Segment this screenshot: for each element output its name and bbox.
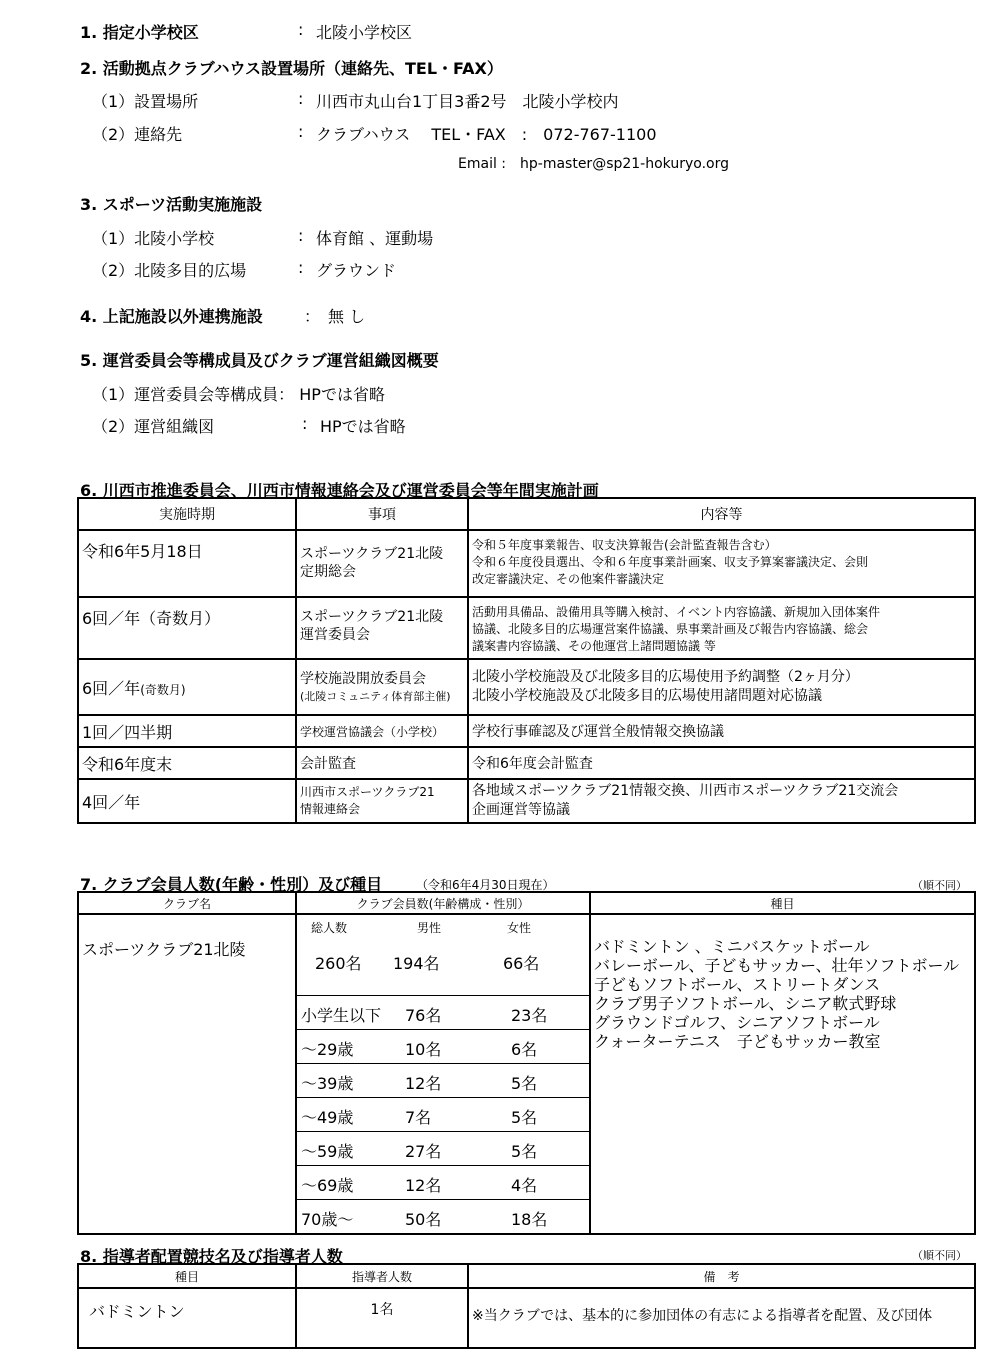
sport-line: バドミントン 、ミニバスケットボール bbox=[594, 937, 870, 956]
section3-item1-colon: : bbox=[298, 226, 304, 245]
header-item: 事項 bbox=[296, 498, 468, 530]
row-content: 活動用具備品、設備用具等購入検討、イベント内容協議、新規加入団体案件 協議、北陵多目的広場運営案件協議、県事業計画及び報告内容協議、総会 議案書内容協議、その他運営上諸問題協議 等 bbox=[468, 597, 975, 659]
row-item: 学校運営協議会（小学校） bbox=[296, 715, 468, 747]
row-item: スポーツクラブ21北陵 定期総会 bbox=[296, 530, 468, 597]
section5-item1: （1）運営委員会等構成員： HPでは省略 bbox=[92, 385, 385, 404]
age-label: ～69歳 bbox=[301, 1176, 354, 1195]
sport-line: クォーターテニス 子どもサッカー教室 bbox=[594, 1032, 881, 1051]
coaches-table bbox=[77, 1263, 976, 1349]
age-label: ～49歳 bbox=[301, 1108, 354, 1127]
male-count: 194名 bbox=[393, 954, 440, 973]
age-row bbox=[297, 1200, 589, 1233]
members-header-row bbox=[78, 892, 975, 914]
section3-item2-value: グラウンド bbox=[316, 261, 397, 280]
sport-line: クラブ男子ソフトボール、シニア軟式野球 bbox=[594, 994, 897, 1013]
row-content: 令和５年度事業報告、収支決算報告(会計監査報告含む） 令和６年度役員選出、令和６年度事業計画案、収支予算案審議決定、会則 改定審議決定、その他案件審議決定 bbox=[468, 530, 975, 597]
age-male: 76名 bbox=[405, 1006, 442, 1025]
totals-block bbox=[297, 915, 589, 996]
row-item: 川西市スポーツクラブ21 情報連絡会 bbox=[296, 779, 468, 823]
schedule-row bbox=[78, 747, 975, 779]
sport-line: バレーボール、子どもサッカー、壮年ソフトボール bbox=[594, 956, 960, 975]
age-female: 6名 bbox=[511, 1040, 538, 1059]
sport-line: グラウンドゴルフ、シニアソフトボール bbox=[594, 1013, 880, 1032]
age-row bbox=[297, 1166, 589, 1200]
sport-line: 子どもソフトボール、ストリートダンス bbox=[594, 975, 881, 994]
section2-item2-value: クラブハウス TEL・FAX : 072-767-1100 bbox=[316, 125, 657, 144]
age-female: 5名 bbox=[511, 1074, 538, 1093]
section2-item2-colon: : bbox=[298, 122, 304, 141]
age-row bbox=[297, 1132, 589, 1166]
section5-item2-colon: : bbox=[302, 414, 308, 433]
schedule-row bbox=[78, 597, 975, 659]
schedule-row bbox=[78, 779, 975, 823]
row-when: 4回／年 bbox=[78, 779, 296, 823]
age-label: ～59歳 bbox=[301, 1142, 354, 1161]
header-count: 指導者人数 bbox=[296, 1264, 468, 1288]
section1-colon: : bbox=[298, 20, 304, 39]
schedule-row bbox=[78, 530, 975, 597]
row-when: 令和6年度末 bbox=[78, 747, 296, 779]
section3-title: 3. スポーツ活動実施施設 bbox=[80, 195, 263, 214]
coach-remark: ※当クラブでは、基本的に参加団体の有志による指導者を配置、及び団体 bbox=[468, 1288, 975, 1348]
female-label: 女性 bbox=[507, 921, 532, 935]
age-male: 50名 bbox=[405, 1210, 442, 1229]
header-when: 実施時期 bbox=[78, 498, 296, 530]
section3-item1-label: （1）北陵小学校 bbox=[92, 229, 215, 248]
section4-value: ： 無 し bbox=[304, 307, 366, 326]
header-sport: 種目 bbox=[78, 1264, 296, 1288]
age-row bbox=[297, 996, 589, 1030]
section2-item1-value: 川西市丸山台1丁目3番2号 北陵小学校内 bbox=[316, 92, 619, 111]
section7-note: （順不同） bbox=[912, 879, 967, 892]
row-item: 学校施設開放委員会 (北陵コミュニティ体育部主催) bbox=[296, 659, 468, 715]
age-female: 5名 bbox=[511, 1142, 538, 1161]
age-label: 小学生以下 bbox=[301, 1006, 382, 1025]
section2-item1-colon: : bbox=[298, 89, 304, 108]
section3-item1-value: 体育館 、運動場 bbox=[316, 229, 434, 248]
row-when: 1回／四半期 bbox=[78, 715, 296, 747]
members-row bbox=[78, 914, 975, 1234]
section3-item2-colon: : bbox=[298, 258, 304, 277]
schedule-row bbox=[78, 659, 975, 715]
age-label: ～29歳 bbox=[301, 1040, 354, 1059]
age-male: 27名 bbox=[405, 1142, 442, 1161]
header-members: クラブ会員数(年齢構成・性別） bbox=[296, 892, 590, 914]
total-count: 260名 bbox=[315, 954, 362, 973]
row-content: 各地域スポーツクラブ21情報交換、川西市スポーツクラブ21交流会 企画運営等協議 bbox=[468, 779, 975, 823]
row-when: 令和6年5月18日 bbox=[78, 530, 296, 597]
section2-item1-label: （1）設置場所 bbox=[92, 92, 199, 111]
section4-title: 4. 上記施設以外連携施設 bbox=[80, 307, 263, 326]
coaches-row bbox=[78, 1288, 975, 1348]
age-male: 12名 bbox=[405, 1074, 442, 1093]
coach-count: 1名 bbox=[296, 1288, 468, 1348]
section5-title: 5. 運営委員会等構成員及びクラブ運営組織図概要 bbox=[80, 351, 439, 370]
section2-title: 2. 活動拠点クラブハウス設置場所（連絡先、TEL・FAX） bbox=[80, 59, 503, 78]
section6-title: 6. 川西市推進委員会、川西市情報連絡会及び運営委員会等年間実施計画 bbox=[80, 481, 599, 500]
age-male: 10名 bbox=[405, 1040, 442, 1059]
schedule-table bbox=[77, 497, 976, 824]
row-item: スポーツクラブ21北陵 運営委員会 bbox=[296, 597, 468, 659]
section7-title: 7. クラブ会員人数(年齢・性別）及び種目 bbox=[80, 875, 383, 894]
age-female: 5名 bbox=[511, 1108, 538, 1127]
section5-item2-label: （2）運営組織図 bbox=[92, 417, 215, 436]
age-female: 23名 bbox=[511, 1006, 548, 1025]
total-label: 総人数 bbox=[311, 921, 348, 935]
age-female: 4名 bbox=[511, 1176, 538, 1195]
schedule-header-row bbox=[78, 498, 975, 530]
row-item: 会計監査 bbox=[296, 747, 468, 779]
section5-item2-value: HPでは省略 bbox=[320, 417, 406, 436]
section7-date: （令和6年4月30日現在） bbox=[416, 878, 555, 892]
section1-title: 1. 指定小学校区 bbox=[80, 23, 199, 42]
section2-item2-label: （2）連絡先 bbox=[92, 125, 183, 144]
age-row bbox=[297, 1064, 589, 1098]
age-male: 12名 bbox=[405, 1176, 442, 1195]
male-label: 男性 bbox=[417, 921, 442, 935]
header-content: 内容等 bbox=[468, 498, 975, 530]
female-count: 66名 bbox=[503, 954, 540, 973]
section1-value: 北陵小学校区 bbox=[316, 23, 413, 42]
row-content: 北陵小学校施設及び北陵多目的広場使用予約調整（2ヶ月分） 北陵小学校施設及び北陵多目的広場使用諸問題対応協議 bbox=[468, 659, 975, 715]
section8-note: （順不同） bbox=[912, 1249, 967, 1262]
age-female: 18名 bbox=[511, 1210, 548, 1229]
section2-email: Email : hp-master@sp21-hokuryo.org bbox=[458, 156, 729, 172]
row-content: 学校行事確認及び運営全般情報交換協議 bbox=[468, 715, 975, 747]
members-breakdown bbox=[296, 914, 590, 1234]
section3-item2-label: （2）北陵多目的広場 bbox=[92, 261, 247, 280]
row-content: 令和6年度会計監査 bbox=[468, 747, 975, 779]
age-rows bbox=[297, 996, 589, 1233]
header-club: クラブ名 bbox=[78, 892, 296, 914]
row-when: 6回／年(奇数月) bbox=[78, 659, 296, 715]
age-male: 7名 bbox=[405, 1108, 432, 1127]
sports-list bbox=[590, 914, 975, 1234]
age-label: ～39歳 bbox=[301, 1074, 354, 1093]
members-table bbox=[77, 891, 976, 1235]
row-when: 6回／年（奇数月） bbox=[78, 597, 296, 659]
header-sports: 種目 bbox=[590, 892, 975, 914]
coaches-header-row bbox=[78, 1264, 975, 1288]
age-row bbox=[297, 1098, 589, 1132]
schedule-row bbox=[78, 715, 975, 747]
section8-title: 8. 指導者配置競技名及び指導者人数 bbox=[80, 1247, 343, 1266]
coach-sport: バドミントン bbox=[78, 1288, 296, 1348]
club-name: スポーツクラブ21北陵 bbox=[78, 914, 296, 1234]
header-remarks: 備 考 bbox=[468, 1264, 975, 1288]
age-row bbox=[297, 1030, 589, 1064]
age-label: 70歳～ bbox=[301, 1210, 354, 1229]
